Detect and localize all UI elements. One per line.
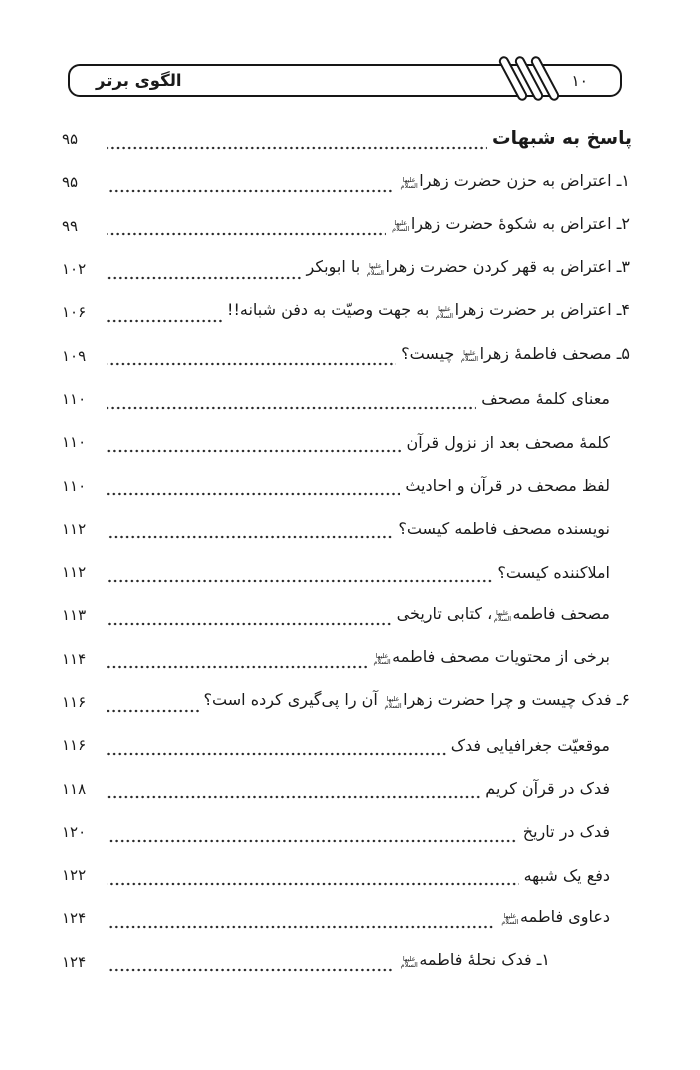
dot-leader <box>107 466 400 509</box>
toc-entry-title: ۱ـ اعتراض به حزن حضرت زهرا علیها السلام <box>400 170 630 190</box>
toc-entry-page-number: ۱۱۳ <box>62 606 87 625</box>
toc-row <box>0 380 700 423</box>
dot-leader <box>107 293 222 336</box>
toc-row <box>0 856 700 899</box>
toc-row <box>0 423 700 466</box>
toc-row <box>0 596 700 639</box>
toc-entry-title: معنای کلمۀ مصحف <box>481 389 610 409</box>
toc-entry-title: نویسنده مصحف فاطمه کیست؟ <box>398 519 610 539</box>
toc-entry-page-number: ۹۵ <box>62 130 79 149</box>
toc-entry-page-number: ۱۱۴ <box>62 649 87 668</box>
toc-row <box>0 510 700 553</box>
toc-row <box>0 293 700 336</box>
dot-leader <box>107 380 476 423</box>
dot-leader <box>107 510 393 553</box>
toc-entry-title: ۲ـ اعتراض به شکوۀ حضرت زهرا علیها السلام <box>392 213 630 234</box>
toc-row <box>0 120 700 163</box>
toc-row <box>0 553 700 596</box>
toc-entry-title: فدک در قرآن کریم <box>485 779 610 799</box>
dot-leader <box>107 769 480 812</box>
toc-entry-title: پاسخ به شبهات <box>492 128 632 150</box>
header-page-number: ۱۰ <box>571 71 588 90</box>
toc-entry-page-number: ۱۰۹ <box>62 346 87 365</box>
honorific-seal: علیها السلام <box>501 911 519 926</box>
toc-entry-page-number: ۱۱۲ <box>62 519 87 538</box>
toc-row <box>0 769 700 812</box>
toc-entry-title: لفظ مصحف در قرآن و احادیث <box>405 476 610 496</box>
toc-entry-page-number: ۱۱۰ <box>62 476 87 495</box>
toc-entry-title: فدک در تاریخ <box>522 822 610 842</box>
honorific-seal: علیها السلام <box>400 175 418 190</box>
toc-entry-page-number: ۱۱۰ <box>62 433 87 452</box>
dot-leader <box>107 250 301 293</box>
honorific-seal: علیها السلام <box>435 305 454 320</box>
toc-entry-title: ۶ـ فدک چیست و چرا حضرت زهرا علیها السلام آن را پی‌گیری کرده است؟ <box>203 690 630 710</box>
toc-entry-page-number: ۱۱۰ <box>62 389 87 408</box>
dot-leader <box>107 423 401 466</box>
toc-entry-page-number: ۱۲۰ <box>62 822 87 841</box>
honorific-seal: علیها السلام <box>373 651 391 667</box>
honorific-seal: علیها السلام <box>366 262 384 277</box>
toc-row <box>0 163 700 206</box>
honorific-seal: علیها السلام <box>400 954 418 970</box>
toc-entry-page-number: ۹۵ <box>62 173 79 192</box>
toc-entry-title: برخی از محتویات مصحف فاطمه علیها السلام <box>373 646 610 667</box>
dot-leader <box>107 336 396 379</box>
toc-row <box>0 726 700 769</box>
toc-entry-page-number: ۱۱۶ <box>62 693 87 711</box>
dot-leader <box>107 899 495 942</box>
book-title: الگوی برتر <box>96 71 182 90</box>
toc-row <box>0 683 700 726</box>
toc-row <box>0 466 700 509</box>
toc-list <box>0 120 700 986</box>
toc-entry-title: ۵ـ مصحف فاطمۀ زهرا علیها السلام چیست؟ <box>401 343 630 364</box>
toc-entry-title: ۱ـ فدک نحلۀ فاطمه علیها السلام <box>400 949 550 970</box>
dot-leader <box>107 553 492 596</box>
dot-leader <box>107 726 446 769</box>
toc-entry-page-number: ۱۰۶ <box>62 303 87 322</box>
toc-row <box>0 640 700 683</box>
toc-entry-page-number: ۱۱۸ <box>62 779 87 798</box>
honorific-seal: علیها السلام <box>384 695 402 710</box>
toc-entry-title: ۴ـ اعتراض بر حضرت زهرا علیها السلام به جهت وصیّت به دفن شبانه!! <box>227 300 630 320</box>
toc-row <box>0 207 700 250</box>
toc-entry-page-number: ۱۰۲ <box>62 260 87 279</box>
dot-leader <box>107 120 487 163</box>
toc-entry-page-number: ۱۲۴ <box>62 952 87 971</box>
toc-entry-title: دعاوی فاطمه علیها السلام <box>501 906 610 926</box>
honorific-seal: علیها السلام <box>493 608 511 623</box>
toc-entry-page-number: ۹۹ <box>62 216 79 235</box>
dot-leader <box>107 683 199 726</box>
toc-entry-page-number: ۱۲۲ <box>62 866 87 885</box>
dot-leader <box>107 207 386 250</box>
dot-leader <box>107 596 392 639</box>
toc-entry-title: دفع یک شبهه <box>523 865 610 885</box>
toc-entry-title: املاکننده کیست؟ <box>497 562 610 582</box>
dot-leader <box>107 943 394 986</box>
toc-entry-page-number: ۱۲۴ <box>62 909 87 928</box>
toc-row <box>0 899 700 942</box>
dot-leader <box>107 163 394 206</box>
toc-entry-title: ۳ـ اعتراض به قهر کردن حضرت زهرا علیها السلام با ابوبکر <box>306 257 630 277</box>
toc-row <box>0 336 700 379</box>
toc-entry-page-number: ۱۱۲ <box>62 563 87 582</box>
toc-row <box>0 813 700 856</box>
toc-row <box>0 250 700 293</box>
dot-leader <box>107 856 519 899</box>
toc-entry-title: موقعیّت جغرافیایی فدک <box>450 735 610 755</box>
toc-entry-title: مصحف فاطمه علیها السلام ، کتابی تاریخی <box>396 603 610 623</box>
dot-leader <box>107 813 518 856</box>
honorific-seal: علیها السلام <box>460 348 479 364</box>
toc-entry-page-number: ۱۱۶ <box>62 736 87 755</box>
toc-row <box>0 943 700 986</box>
toc-entry-title: کلمۀ مصحف بعد از نزول قرآن <box>406 432 610 452</box>
dot-leader <box>107 640 367 683</box>
honorific-seal: علیها السلام <box>392 218 410 234</box>
